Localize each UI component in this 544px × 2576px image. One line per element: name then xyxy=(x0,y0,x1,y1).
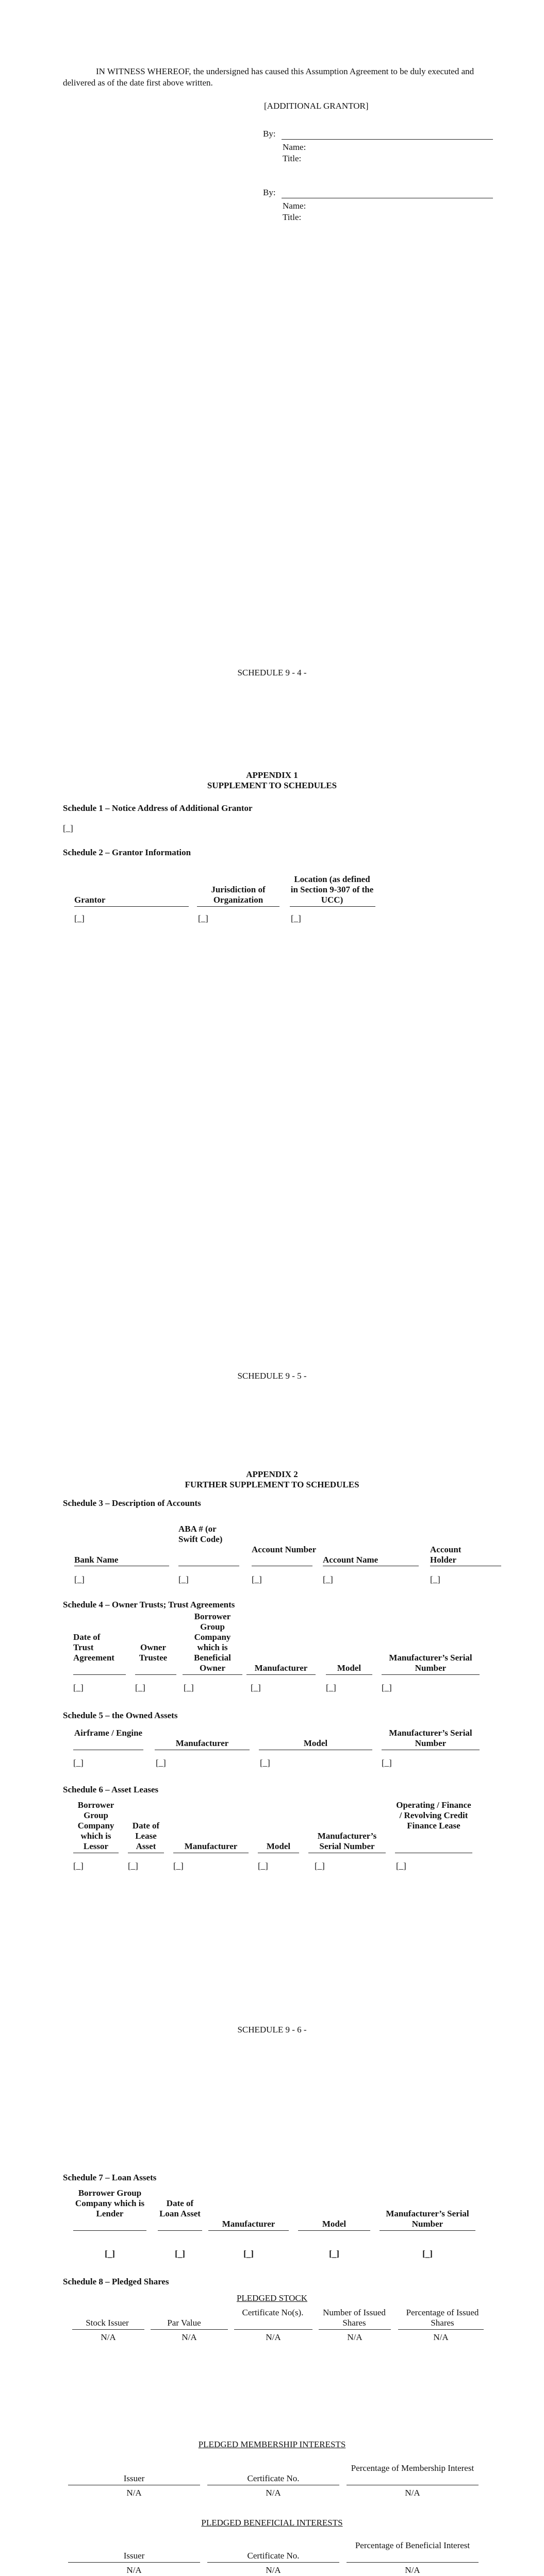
header-rule xyxy=(347,2562,479,2563)
column-header: Account Number xyxy=(252,1545,317,1554)
header-rule xyxy=(74,906,189,907)
page-footer: SCHEDULE 9 - 5 - xyxy=(237,1371,307,1381)
schedule-7-title: Schedule 7 – Loan Assets xyxy=(63,2173,157,2182)
header-rule xyxy=(298,2230,370,2231)
by-label: By: xyxy=(263,129,276,139)
table-cell: [_] xyxy=(73,1861,84,1871)
column-header: Manufacturer’s Serial Number xyxy=(386,2209,469,2229)
column-header: Issuer xyxy=(123,2551,145,2561)
column-header: Borrower Group Company which is Beneficial Owner xyxy=(194,1612,231,1673)
header-rule xyxy=(135,1674,176,1675)
table-cell: [_] xyxy=(198,913,208,923)
column-header: Date of Trust Agreement xyxy=(73,1632,114,1663)
schedule-1-value: [_] xyxy=(63,823,73,833)
schedule-6-title: Schedule 6 – Asset Leases xyxy=(63,1785,159,1794)
column-header: Model xyxy=(303,1738,328,1748)
header-rule xyxy=(197,906,279,907)
title-label: Title: xyxy=(283,212,302,222)
table-cell: N/A xyxy=(182,2332,197,2342)
column-header: Manufacturer xyxy=(222,2219,275,2229)
name-label: Name: xyxy=(283,201,306,211)
column-header: Borrower Group Company which is Lessor xyxy=(77,1800,114,1851)
header-rule xyxy=(73,1674,126,1675)
header-rule xyxy=(380,2230,475,2231)
table-cell: [_] xyxy=(260,1758,270,1768)
table-cell: [_] xyxy=(184,1683,194,1692)
header-rule xyxy=(326,1674,372,1675)
column-header: Manufacturer’s Serial Number xyxy=(317,1831,377,1851)
column-header: Location (as defined in Section 9-307 of the UCC) xyxy=(290,874,374,905)
table-cell: [_] xyxy=(329,2249,339,2259)
table-cell: [_] xyxy=(382,1683,392,1692)
pledged-beneficial-title: PLEDGED BENEFICIAL INTERESTS xyxy=(201,2518,343,2528)
page-2 xyxy=(0,703,544,1406)
pledged-stock-title: PLEDGED STOCK xyxy=(236,2293,308,2303)
table-cell: [_] xyxy=(175,2249,185,2259)
schedule-2-title: Schedule 2 – Grantor Information xyxy=(63,848,191,857)
header-rule xyxy=(72,2329,144,2330)
table-cell: N/A xyxy=(266,2565,281,2575)
column-header: Certificate No. xyxy=(247,2473,300,2483)
table-cell: N/A xyxy=(405,2565,420,2575)
name-label: Name: xyxy=(283,142,306,152)
column-header: Account Holder xyxy=(430,1545,461,1565)
table-cell: N/A xyxy=(266,2488,281,2498)
table-cell: [_] xyxy=(252,1574,262,1584)
table-cell: [_] xyxy=(128,1861,138,1871)
header-rule xyxy=(207,2562,339,2563)
pledged-membership-title: PLEDGED MEMBERSHIP INTERESTS xyxy=(198,2439,346,2449)
column-header: Certificate No(s). xyxy=(242,2308,304,2317)
column-header: Percentage of Beneficial Interest xyxy=(355,2540,470,2550)
column-header: Bank Name xyxy=(74,1555,119,1565)
appendix-heading: APPENDIX 1 xyxy=(246,770,298,780)
column-header: Par Value xyxy=(167,2318,201,2328)
page-footer: SCHEDULE 9 - 4 - xyxy=(237,668,307,677)
column-header: Borrower Group Company which is Lender xyxy=(75,2188,145,2218)
page-4 xyxy=(0,2110,544,2576)
column-header: Percentage of Issued Shares xyxy=(406,2308,479,2328)
header-rule xyxy=(246,1674,316,1675)
table-cell: N/A xyxy=(101,2332,116,2342)
column-header: Operating / Finance / Revolving Credit Finance Lease xyxy=(396,1800,471,1831)
table-cell: [_] xyxy=(74,1574,85,1584)
column-header: Airframe / Engine xyxy=(74,1728,143,1738)
header-rule xyxy=(73,2230,146,2231)
grantor-block-label: [ADDITIONAL GRANTOR] xyxy=(264,101,369,111)
schedule-8-title: Schedule 8 – Pledged Shares xyxy=(63,2277,169,2286)
header-rule xyxy=(68,2562,200,2563)
column-header: Percentage of Membership Interest xyxy=(351,2463,474,2473)
page-1 xyxy=(0,0,544,703)
header-rule xyxy=(319,2329,391,2330)
header-rule xyxy=(151,2329,228,2330)
table-cell: [_] xyxy=(251,1683,261,1692)
table-cell: [_] xyxy=(74,913,85,923)
column-header: Manufacturer’s Serial Number xyxy=(389,1728,472,1748)
column-header: Manufacturer xyxy=(254,1663,308,1673)
table-cell: [_] xyxy=(323,1574,333,1584)
table-cell: [_] xyxy=(73,1683,84,1692)
witness-paragraph: IN WITNESS WHEREOF, the undersigned has caused this Assumption Agreement to be duly executed and delivered as of the date first above written. xyxy=(63,66,474,88)
schedule-4-title: Schedule 4 – Owner Trusts; Trust Agreements xyxy=(63,1600,235,1609)
table-cell: N/A xyxy=(126,2565,142,2575)
table-cell: [_] xyxy=(178,1574,189,1584)
table-cell: [_] xyxy=(73,1758,84,1768)
column-header: Account Name xyxy=(323,1555,378,1565)
column-header: Model xyxy=(322,2219,347,2229)
signature-line xyxy=(282,139,493,140)
column-header: Owner Trustee xyxy=(139,1642,168,1663)
page-3 xyxy=(0,1406,544,2110)
column-header: Date of Loan Asset xyxy=(159,2198,201,2218)
table-cell: [_] xyxy=(291,913,301,923)
table-cell: [_] xyxy=(135,1683,145,1692)
header-rule xyxy=(208,2230,289,2231)
table-cell: N/A xyxy=(347,2332,362,2342)
header-rule xyxy=(183,1674,242,1675)
title-label: Title: xyxy=(283,154,302,163)
table-cell: [_] xyxy=(105,2249,115,2259)
schedule-3-title: Schedule 3 – Description of Accounts xyxy=(63,1498,201,1508)
header-rule xyxy=(158,2230,202,2231)
column-header: Issuer xyxy=(123,2473,145,2483)
column-header: Manufacturer xyxy=(175,1738,229,1748)
table-cell: [_] xyxy=(430,1574,440,1584)
column-header: Date of Lease Asset xyxy=(132,1821,160,1851)
table-cell: [_] xyxy=(156,1758,166,1768)
table-cell: [_] xyxy=(173,1861,184,1871)
column-header: Model xyxy=(337,1663,361,1673)
header-rule xyxy=(234,2329,312,2330)
column-header: Number of Issued Shares xyxy=(323,2308,386,2328)
appendix-subheading: SUPPLEMENT TO SCHEDULES xyxy=(207,781,337,790)
column-header: Grantor xyxy=(74,895,106,905)
column-header: Stock Issuer xyxy=(86,2318,129,2328)
table-cell: [_] xyxy=(396,1861,406,1871)
table-cell: N/A xyxy=(433,2332,449,2342)
table-cell: [_] xyxy=(315,1861,325,1871)
appendix-heading: APPENDIX 2 xyxy=(246,1469,298,1479)
schedule-5-title: Schedule 5 – the Owned Assets xyxy=(63,1710,178,1720)
table-cell: [_] xyxy=(258,1861,268,1871)
column-header: Model xyxy=(266,1841,291,1851)
column-header: ABA # (or Swift Code) xyxy=(178,1524,223,1544)
table-cell: N/A xyxy=(405,2488,420,2498)
table-cell: [_] xyxy=(326,1683,336,1692)
table-cell: [_] xyxy=(243,2249,254,2259)
table-cell: N/A xyxy=(266,2332,281,2342)
header-rule xyxy=(398,2329,484,2330)
table-cell: N/A xyxy=(126,2488,142,2498)
by-label: By: xyxy=(263,188,276,197)
header-rule xyxy=(290,906,375,907)
table-cell: [_] xyxy=(422,2249,433,2259)
column-header: Certificate No. xyxy=(247,2551,300,2561)
page-footer: SCHEDULE 9 - 6 - xyxy=(237,2025,307,2035)
schedule-1-title: Schedule 1 – Notice Address of Additional Grantor xyxy=(63,803,253,813)
table-cell: [_] xyxy=(382,1758,392,1768)
column-header: Jurisdiction of Organization xyxy=(211,885,266,905)
column-header: Manufacturer’s Serial Number xyxy=(389,1653,472,1673)
header-rule xyxy=(382,1674,480,1675)
appendix-subheading: FURTHER SUPPLEMENT TO SCHEDULES xyxy=(185,1480,359,1489)
column-header: Manufacturer xyxy=(184,1841,238,1851)
